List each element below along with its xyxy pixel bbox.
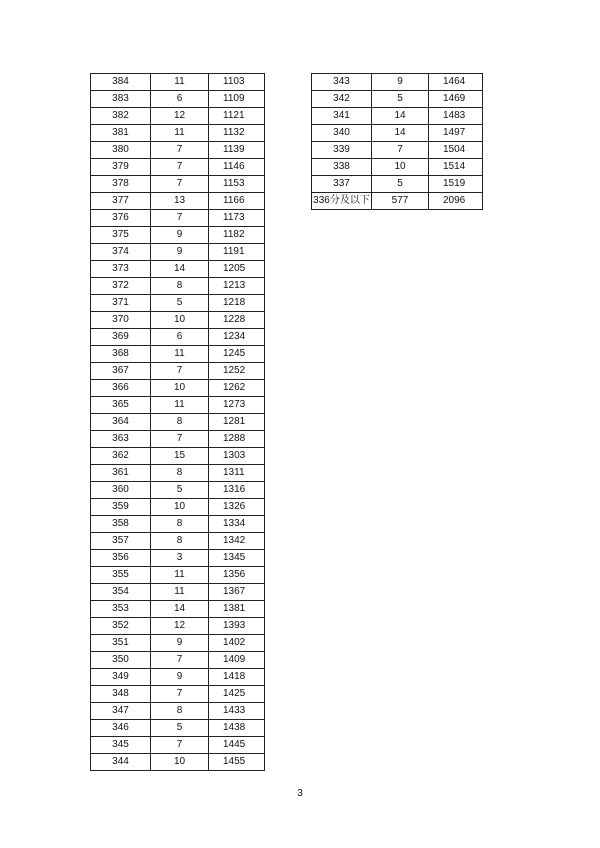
table-row xyxy=(312,142,483,159)
score-cell: 369 xyxy=(91,329,151,346)
table-row xyxy=(91,261,265,278)
cumulative-cell: 1418 xyxy=(209,669,265,686)
table-row xyxy=(312,108,483,125)
score-cell: 361 xyxy=(91,465,151,482)
table-row xyxy=(91,210,265,227)
count-cell: 7 xyxy=(372,142,429,159)
score-cell: 347 xyxy=(91,703,151,720)
count-cell: 11 xyxy=(151,125,209,142)
cumulative-cell: 1262 xyxy=(209,380,265,397)
count-cell: 5 xyxy=(151,482,209,499)
score-cell: 378 xyxy=(91,176,151,193)
count-cell: 8 xyxy=(151,414,209,431)
count-cell: 8 xyxy=(151,533,209,550)
table-row xyxy=(91,754,265,771)
table-row xyxy=(91,618,265,635)
score-cell: 349 xyxy=(91,669,151,686)
count-cell: 7 xyxy=(151,159,209,176)
cumulative-cell: 1103 xyxy=(209,74,265,91)
cumulative-cell: 1311 xyxy=(209,465,265,482)
table-row xyxy=(91,193,265,210)
score-table-right xyxy=(311,73,483,210)
cumulative-cell: 1191 xyxy=(209,244,265,261)
table-row xyxy=(91,720,265,737)
count-cell: 12 xyxy=(151,108,209,125)
count-cell: 14 xyxy=(372,125,429,142)
score-cell: 363 xyxy=(91,431,151,448)
score-table-left-body xyxy=(91,74,265,771)
score-cell: 382 xyxy=(91,108,151,125)
table-row xyxy=(91,125,265,142)
score-cell: 383 xyxy=(91,91,151,108)
cumulative-cell: 1303 xyxy=(209,448,265,465)
table-row xyxy=(91,244,265,261)
cumulative-cell: 1218 xyxy=(209,295,265,312)
score-cell: 354 xyxy=(91,584,151,601)
count-cell: 577 xyxy=(372,193,429,210)
count-cell: 14 xyxy=(372,108,429,125)
table-row xyxy=(312,193,483,210)
count-cell: 6 xyxy=(151,91,209,108)
score-cell: 356 xyxy=(91,550,151,567)
table-row xyxy=(312,176,483,193)
score-cell: 380 xyxy=(91,142,151,159)
score-cell: 343 xyxy=(312,74,372,91)
score-cell: 336分及以下 xyxy=(312,193,372,210)
table-row xyxy=(91,397,265,414)
score-cell: 353 xyxy=(91,601,151,618)
score-cell: 342 xyxy=(312,91,372,108)
score-cell: 358 xyxy=(91,516,151,533)
cumulative-cell: 1345 xyxy=(209,550,265,567)
count-cell: 5 xyxy=(151,295,209,312)
cumulative-cell: 1281 xyxy=(209,414,265,431)
table-row xyxy=(91,703,265,720)
table-row xyxy=(312,159,483,176)
table-row xyxy=(91,142,265,159)
table-row xyxy=(91,74,265,91)
count-cell: 8 xyxy=(151,516,209,533)
score-cell: 350 xyxy=(91,652,151,669)
count-cell: 13 xyxy=(151,193,209,210)
count-cell: 5 xyxy=(151,720,209,737)
cumulative-cell: 1146 xyxy=(209,159,265,176)
count-cell: 5 xyxy=(372,91,429,108)
score-cell: 370 xyxy=(91,312,151,329)
page-number: 3 xyxy=(297,788,303,799)
count-cell: 7 xyxy=(151,431,209,448)
score-cell: 348 xyxy=(91,686,151,703)
table-row xyxy=(91,482,265,499)
score-cell: 351 xyxy=(91,635,151,652)
count-cell: 8 xyxy=(151,278,209,295)
score-cell: 367 xyxy=(91,363,151,380)
cumulative-cell: 1252 xyxy=(209,363,265,380)
score-cell: 365 xyxy=(91,397,151,414)
count-cell: 14 xyxy=(151,601,209,618)
score-cell: 366 xyxy=(91,380,151,397)
score-cell: 379 xyxy=(91,159,151,176)
cumulative-cell: 1433 xyxy=(209,703,265,720)
score-cell: 344 xyxy=(91,754,151,771)
score-table-right-body xyxy=(312,74,483,210)
count-cell: 11 xyxy=(151,74,209,91)
score-cell: 359 xyxy=(91,499,151,516)
score-cell: 375 xyxy=(91,227,151,244)
cumulative-cell: 1393 xyxy=(209,618,265,635)
table-row xyxy=(91,567,265,584)
count-cell: 9 xyxy=(151,244,209,261)
count-cell: 9 xyxy=(151,227,209,244)
count-cell: 10 xyxy=(151,754,209,771)
cumulative-cell: 1182 xyxy=(209,227,265,244)
table-row xyxy=(91,380,265,397)
score-cell: 339 xyxy=(312,142,372,159)
table-row xyxy=(91,448,265,465)
table-row xyxy=(91,176,265,193)
count-cell: 11 xyxy=(151,567,209,584)
cumulative-cell: 1514 xyxy=(429,159,483,176)
count-cell: 3 xyxy=(151,550,209,567)
cumulative-cell: 1245 xyxy=(209,346,265,363)
count-cell: 8 xyxy=(151,703,209,720)
cumulative-cell: 1213 xyxy=(209,278,265,295)
score-cell: 377 xyxy=(91,193,151,210)
cumulative-cell: 1234 xyxy=(209,329,265,346)
cumulative-cell: 1326 xyxy=(209,499,265,516)
cumulative-cell: 2096 xyxy=(429,193,483,210)
table-row xyxy=(91,431,265,448)
score-table-left xyxy=(90,73,265,771)
table-row xyxy=(91,363,265,380)
count-cell: 7 xyxy=(151,652,209,669)
count-cell: 10 xyxy=(372,159,429,176)
table-row xyxy=(91,533,265,550)
count-cell: 7 xyxy=(151,363,209,380)
table-row xyxy=(91,346,265,363)
cumulative-cell: 1464 xyxy=(429,74,483,91)
count-cell: 6 xyxy=(151,329,209,346)
table-row xyxy=(91,227,265,244)
count-cell: 8 xyxy=(151,465,209,482)
table-row xyxy=(91,329,265,346)
score-cell: 374 xyxy=(91,244,151,261)
table-row xyxy=(91,499,265,516)
table-row xyxy=(91,601,265,618)
score-cell: 364 xyxy=(91,414,151,431)
cumulative-cell: 1109 xyxy=(209,91,265,108)
cumulative-cell: 1139 xyxy=(209,142,265,159)
cumulative-cell: 1455 xyxy=(209,754,265,771)
cumulative-cell: 1356 xyxy=(209,567,265,584)
count-cell: 10 xyxy=(151,380,209,397)
table-row xyxy=(91,295,265,312)
count-cell: 7 xyxy=(151,737,209,754)
cumulative-cell: 1445 xyxy=(209,737,265,754)
score-cell: 352 xyxy=(91,618,151,635)
count-cell: 7 xyxy=(151,210,209,227)
cumulative-cell: 1205 xyxy=(209,261,265,278)
count-cell: 15 xyxy=(151,448,209,465)
table-row xyxy=(91,465,265,482)
table-row xyxy=(91,159,265,176)
score-cell: 376 xyxy=(91,210,151,227)
table-row xyxy=(91,550,265,567)
count-cell: 5 xyxy=(372,176,429,193)
cumulative-cell: 1402 xyxy=(209,635,265,652)
score-cell: 371 xyxy=(91,295,151,312)
count-cell: 9 xyxy=(151,635,209,652)
cumulative-cell: 1132 xyxy=(209,125,265,142)
count-cell: 11 xyxy=(151,397,209,414)
table-row xyxy=(91,312,265,329)
cumulative-cell: 1228 xyxy=(209,312,265,329)
count-cell: 11 xyxy=(151,584,209,601)
cumulative-cell: 1153 xyxy=(209,176,265,193)
cumulative-cell: 1121 xyxy=(209,108,265,125)
count-cell: 9 xyxy=(372,74,429,91)
cumulative-cell: 1497 xyxy=(429,125,483,142)
table-row xyxy=(91,516,265,533)
cumulative-cell: 1367 xyxy=(209,584,265,601)
cumulative-cell: 1381 xyxy=(209,601,265,618)
score-cell: 341 xyxy=(312,108,372,125)
cumulative-cell: 1409 xyxy=(209,652,265,669)
count-cell: 7 xyxy=(151,176,209,193)
count-cell: 10 xyxy=(151,499,209,516)
table-row xyxy=(91,278,265,295)
score-cell: 384 xyxy=(91,74,151,91)
score-cell: 345 xyxy=(91,737,151,754)
cumulative-cell: 1342 xyxy=(209,533,265,550)
count-cell: 7 xyxy=(151,142,209,159)
table-row xyxy=(91,652,265,669)
cumulative-cell: 1288 xyxy=(209,431,265,448)
cumulative-cell: 1316 xyxy=(209,482,265,499)
score-cell: 372 xyxy=(91,278,151,295)
table-row xyxy=(312,74,483,91)
cumulative-cell: 1173 xyxy=(209,210,265,227)
table-row xyxy=(91,686,265,703)
score-cell: 362 xyxy=(91,448,151,465)
cumulative-cell: 1483 xyxy=(429,108,483,125)
score-cell: 357 xyxy=(91,533,151,550)
table-row xyxy=(312,125,483,142)
cumulative-cell: 1166 xyxy=(209,193,265,210)
score-cell: 368 xyxy=(91,346,151,363)
score-cell: 340 xyxy=(312,125,372,142)
score-cell: 355 xyxy=(91,567,151,584)
table-row xyxy=(312,91,483,108)
score-cell: 346 xyxy=(91,720,151,737)
count-cell: 7 xyxy=(151,686,209,703)
score-cell: 338 xyxy=(312,159,372,176)
count-cell: 9 xyxy=(151,669,209,686)
count-cell: 12 xyxy=(151,618,209,635)
cumulative-cell: 1519 xyxy=(429,176,483,193)
cumulative-cell: 1504 xyxy=(429,142,483,159)
table-row xyxy=(91,635,265,652)
count-cell: 11 xyxy=(151,346,209,363)
count-cell: 14 xyxy=(151,261,209,278)
cumulative-cell: 1469 xyxy=(429,91,483,108)
table-row xyxy=(91,91,265,108)
score-cell: 381 xyxy=(91,125,151,142)
count-cell: 10 xyxy=(151,312,209,329)
cumulative-cell: 1438 xyxy=(209,720,265,737)
score-cell: 360 xyxy=(91,482,151,499)
table-row xyxy=(91,669,265,686)
score-cell: 373 xyxy=(91,261,151,278)
cumulative-cell: 1425 xyxy=(209,686,265,703)
table-row xyxy=(91,414,265,431)
table-row xyxy=(91,108,265,125)
cumulative-cell: 1334 xyxy=(209,516,265,533)
score-cell: 337 xyxy=(312,176,372,193)
table-row xyxy=(91,584,265,601)
cumulative-cell: 1273 xyxy=(209,397,265,414)
table-row xyxy=(91,737,265,754)
